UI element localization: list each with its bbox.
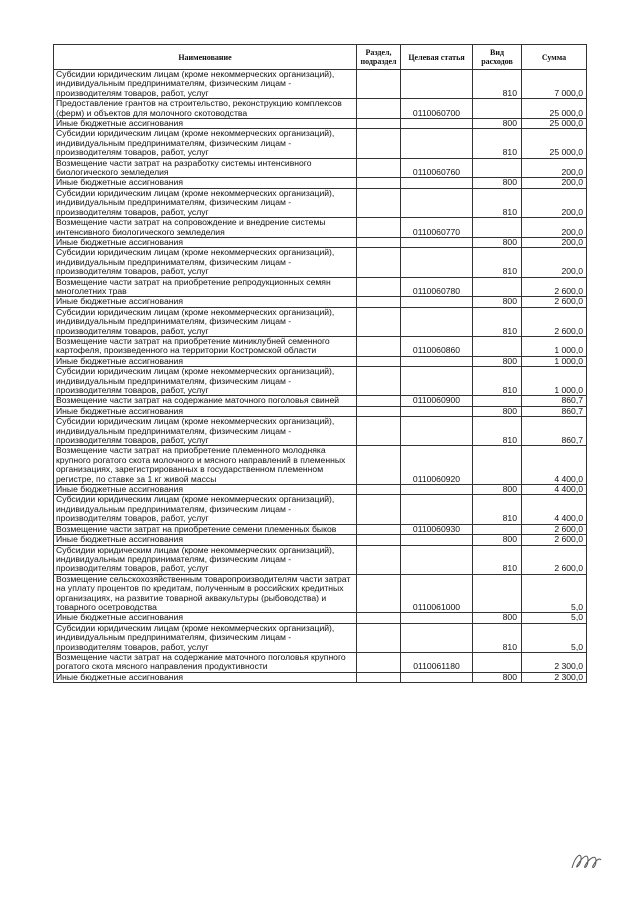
cell-article — [401, 297, 473, 307]
table-row — [54, 396, 587, 406]
cell-article: 0110061180 — [401, 652, 473, 672]
cell-name: Возмещение части затрат на разработку системы интенсивного биологического земледелия — [54, 158, 357, 178]
cell-name: Субсидии юридическим лицам (кроме некоммерческих организаций), индивидуальным предпринимателям, физическим лицам - производителям товаров, работ, услуг — [54, 129, 357, 158]
cell-name: Субсидии юридическим лицам (кроме некоммерческих организаций), индивидуальным предпринимателям, физическим лицам - производителям товаров, работ, услуг — [54, 623, 357, 652]
cell-article: 0110061000 — [401, 574, 473, 613]
cell-article: 0110060930 — [401, 524, 473, 534]
cell-sum: 2 600,0 — [522, 524, 587, 534]
table-row — [54, 495, 587, 524]
cell-section — [357, 129, 401, 158]
cell-kind: 810 — [473, 495, 522, 524]
cell-kind — [473, 574, 522, 613]
cell-article — [401, 672, 473, 682]
cell-kind: 800 — [473, 119, 522, 129]
cell-section — [357, 188, 401, 217]
cell-name: Возмещение части затрат на приобретение репродукционных семян многолетних трав — [54, 277, 357, 297]
table-row — [54, 237, 587, 247]
table-header-row — [54, 45, 587, 70]
header-section: Раздел, подраздел — [357, 45, 401, 70]
cell-name: Иные бюджетные ассигнования — [54, 406, 357, 416]
cell-kind: 800 — [473, 613, 522, 623]
cell-name: Возмещение части затрат на содержание маточного поголовья свиней — [54, 396, 357, 406]
cell-article — [401, 623, 473, 652]
cell-sum: 2 300,0 — [522, 672, 587, 682]
cell-section — [357, 178, 401, 188]
cell-article — [401, 535, 473, 545]
cell-section — [357, 396, 401, 406]
header-sum: Сумма — [522, 45, 587, 70]
cell-sum: 4 400,0 — [522, 495, 587, 524]
cell-name: Иные бюджетные ассигнования — [54, 178, 357, 188]
cell-kind — [473, 277, 522, 297]
cell-name: Иные бюджетные ассигнования — [54, 485, 357, 495]
cell-section — [357, 297, 401, 307]
table-row — [54, 99, 587, 119]
cell-sum: 25 000,0 — [522, 129, 587, 158]
cell-name: Иные бюджетные ассигнования — [54, 297, 357, 307]
cell-kind: 800 — [473, 297, 522, 307]
cell-article: 0110060920 — [401, 446, 473, 485]
cell-kind: 800 — [473, 485, 522, 495]
cell-article: 0110060770 — [401, 218, 473, 238]
cell-name: Субсидии юридическим лицам (кроме некоммерческих организаций), индивидуальным предпринимателям, физическим лицам - производителям товаров, работ, услуг — [54, 417, 357, 446]
table-row — [54, 417, 587, 446]
cell-name: Возмещение части затрат на приобретение миниклубней семенного картофеля, произведенного на территории Костромской области — [54, 336, 357, 356]
cell-sum: 1 000,0 — [522, 336, 587, 356]
cell-section — [357, 70, 401, 99]
table-row — [54, 524, 587, 534]
budget-table — [53, 44, 587, 683]
cell-article — [401, 495, 473, 524]
cell-section — [357, 277, 401, 297]
cell-sum: 2 600,0 — [522, 535, 587, 545]
cell-section — [357, 652, 401, 672]
handwritten-signature — [566, 846, 606, 876]
cell-sum: 5,0 — [522, 613, 587, 623]
cell-sum: 200,0 — [522, 188, 587, 217]
table-body — [54, 70, 587, 683]
cell-article — [401, 248, 473, 277]
cell-name: Иные бюджетные ассигнования — [54, 535, 357, 545]
cell-kind: 810 — [473, 248, 522, 277]
table-row — [54, 178, 587, 188]
table-row — [54, 188, 587, 217]
budget-table-page — [53, 44, 586, 683]
cell-name: Субсидии юридическим лицам (кроме некоммерческих организаций), индивидуальным предпринимателям, физическим лицам - производителям товаров, работ, услуг — [54, 495, 357, 524]
cell-article — [401, 545, 473, 574]
cell-kind: 810 — [473, 70, 522, 99]
table-row — [54, 367, 587, 396]
cell-section — [357, 406, 401, 416]
cell-sum: 2 600,0 — [522, 297, 587, 307]
cell-name: Субсидии юридическим лицам (кроме некоммерческих организаций), индивидуальным предпринимателям, физическим лицам - производителям товаров, работ, услуг — [54, 367, 357, 396]
cell-kind — [473, 524, 522, 534]
cell-article — [401, 70, 473, 99]
cell-article — [401, 129, 473, 158]
cell-article — [401, 356, 473, 366]
cell-sum: 1 000,0 — [522, 367, 587, 396]
cell-section — [357, 158, 401, 178]
cell-section — [357, 672, 401, 682]
cell-section — [357, 237, 401, 247]
cell-sum: 2 300,0 — [522, 652, 587, 672]
cell-article — [401, 307, 473, 336]
cell-sum: 4 400,0 — [522, 446, 587, 485]
cell-article — [401, 178, 473, 188]
cell-article — [401, 367, 473, 396]
table-row — [54, 485, 587, 495]
cell-kind: 800 — [473, 406, 522, 416]
cell-sum: 2 600,0 — [522, 545, 587, 574]
cell-sum: 1 000,0 — [522, 356, 587, 366]
cell-name: Иные бюджетные ассигнования — [54, 672, 357, 682]
cell-kind — [473, 336, 522, 356]
cell-section — [357, 613, 401, 623]
cell-kind — [473, 396, 522, 406]
cell-kind: 810 — [473, 417, 522, 446]
table-row — [54, 248, 587, 277]
cell-name: Возмещение части затрат на приобретение семени племенных быков — [54, 524, 357, 534]
table-row — [54, 336, 587, 356]
cell-kind — [473, 446, 522, 485]
table-row — [54, 297, 587, 307]
cell-section — [357, 495, 401, 524]
cell-section — [357, 623, 401, 652]
cell-sum: 5,0 — [522, 574, 587, 613]
cell-article — [401, 417, 473, 446]
header-name: Наименование — [54, 45, 357, 70]
table-row — [54, 158, 587, 178]
table-row — [54, 545, 587, 574]
cell-section — [357, 485, 401, 495]
cell-name: Предоставление грантов на строительство, реконструкцию комплексов (ферм) и объектов для молочного скотоводства — [54, 99, 357, 119]
cell-section — [357, 446, 401, 485]
cell-name: Субсидии юридическим лицам (кроме некоммерческих организаций), индивидуальным предпринимателям, физическим лицам - производителям товаров, работ, услуг — [54, 307, 357, 336]
cell-section — [357, 248, 401, 277]
cell-article — [401, 188, 473, 217]
table-row — [54, 277, 587, 297]
cell-article: 0110060860 — [401, 336, 473, 356]
cell-name: Субсидии юридическим лицам (кроме некоммерческих организаций), индивидуальным предпринимателям, физическим лицам - производителям товаров, работ, услуг — [54, 248, 357, 277]
cell-section — [357, 574, 401, 613]
cell-article — [401, 485, 473, 495]
header-kind: Вид расходов — [473, 45, 522, 70]
cell-kind: 810 — [473, 545, 522, 574]
cell-kind — [473, 218, 522, 238]
cell-article — [401, 119, 473, 129]
cell-kind: 800 — [473, 535, 522, 545]
cell-section — [357, 524, 401, 534]
table-row — [54, 574, 587, 613]
cell-name: Субсидии юридическим лицам (кроме некоммерческих организаций), индивидуальным предпринимателям, физическим лицам - производителям товаров, работ, услуг — [54, 545, 357, 574]
cell-sum: 2 600,0 — [522, 277, 587, 297]
cell-kind: 810 — [473, 367, 522, 396]
cell-kind: 810 — [473, 188, 522, 217]
cell-section — [357, 218, 401, 238]
cell-kind — [473, 158, 522, 178]
cell-kind — [473, 99, 522, 119]
cell-section — [357, 367, 401, 396]
cell-article: 0110060900 — [401, 396, 473, 406]
cell-section — [357, 417, 401, 446]
cell-sum: 860,7 — [522, 406, 587, 416]
cell-article: 0110060780 — [401, 277, 473, 297]
table-row — [54, 218, 587, 238]
cell-section — [357, 545, 401, 574]
cell-name: Иные бюджетные ассигнования — [54, 613, 357, 623]
cell-section — [357, 356, 401, 366]
cell-name: Иные бюджетные ассигнования — [54, 356, 357, 366]
cell-section — [357, 99, 401, 119]
cell-name: Возмещение части затрат на сопровождение и внедрение системы интенсивного биологического земледелия — [54, 218, 357, 238]
cell-article — [401, 406, 473, 416]
cell-article — [401, 613, 473, 623]
table-row — [54, 652, 587, 672]
table-row — [54, 623, 587, 652]
cell-section — [357, 336, 401, 356]
cell-sum: 860,7 — [522, 396, 587, 406]
cell-name: Субсидии юридическим лицам (кроме некоммерческих организаций), индивидуальным предпринимателям, физическим лицам - производителям товаров, работ, услуг — [54, 70, 357, 99]
cell-kind: 810 — [473, 307, 522, 336]
cell-kind: 810 — [473, 623, 522, 652]
header-article: Целевая статья — [401, 45, 473, 70]
cell-sum: 4 400,0 — [522, 485, 587, 495]
cell-section — [357, 535, 401, 545]
cell-article — [401, 237, 473, 247]
table-row — [54, 129, 587, 158]
cell-sum: 860,7 — [522, 417, 587, 446]
table-row — [54, 672, 587, 682]
cell-sum: 200,0 — [522, 218, 587, 238]
cell-kind: 800 — [473, 672, 522, 682]
cell-sum: 200,0 — [522, 158, 587, 178]
cell-kind: 800 — [473, 356, 522, 366]
cell-sum: 5,0 — [522, 623, 587, 652]
cell-sum: 25 000,0 — [522, 119, 587, 129]
cell-name: Иные бюджетные ассигнования — [54, 119, 357, 129]
table-row — [54, 119, 587, 129]
cell-name: Возмещение части затрат на приобретение племенного молодняка крупного рогатого скота молочного и мясного направлений в племенных организациях, зарегистрированных в государственном племенном регистре, по ставке за 1 кг живой массы — [54, 446, 357, 485]
cell-kind: 800 — [473, 237, 522, 247]
cell-sum: 2 600,0 — [522, 307, 587, 336]
cell-sum: 7 000,0 — [522, 70, 587, 99]
cell-name: Возмещение части затрат на содержание маточного поголовья крупного рогатого скота мясного направления продуктивности — [54, 652, 357, 672]
table-row — [54, 406, 587, 416]
cell-kind: 810 — [473, 129, 522, 158]
cell-name: Возмещение сельскохозяйственным товаропроизводителям части затрат на уплату процентов по кредитам, полученным в российских кредитных организациях, на развитие товарной аквакультуры (рыбоводства) и товарного осетроводства — [54, 574, 357, 613]
cell-article: 0110060700 — [401, 99, 473, 119]
cell-kind — [473, 652, 522, 672]
table-row — [54, 613, 587, 623]
cell-section — [357, 307, 401, 336]
cell-sum: 25 000,0 — [522, 99, 587, 119]
cell-sum: 200,0 — [522, 237, 587, 247]
cell-section — [357, 119, 401, 129]
table-row — [54, 446, 587, 485]
cell-sum: 200,0 — [522, 248, 587, 277]
table-row — [54, 356, 587, 366]
table-row — [54, 307, 587, 336]
cell-kind: 800 — [473, 178, 522, 188]
cell-name: Субсидии юридическим лицам (кроме некоммерческих организаций), индивидуальным предпринимателям, физическим лицам - производителям товаров, работ, услуг — [54, 188, 357, 217]
cell-sum: 200,0 — [522, 178, 587, 188]
cell-article: 0110060760 — [401, 158, 473, 178]
table-row — [54, 535, 587, 545]
cell-name: Иные бюджетные ассигнования — [54, 237, 357, 247]
table-row — [54, 70, 587, 99]
